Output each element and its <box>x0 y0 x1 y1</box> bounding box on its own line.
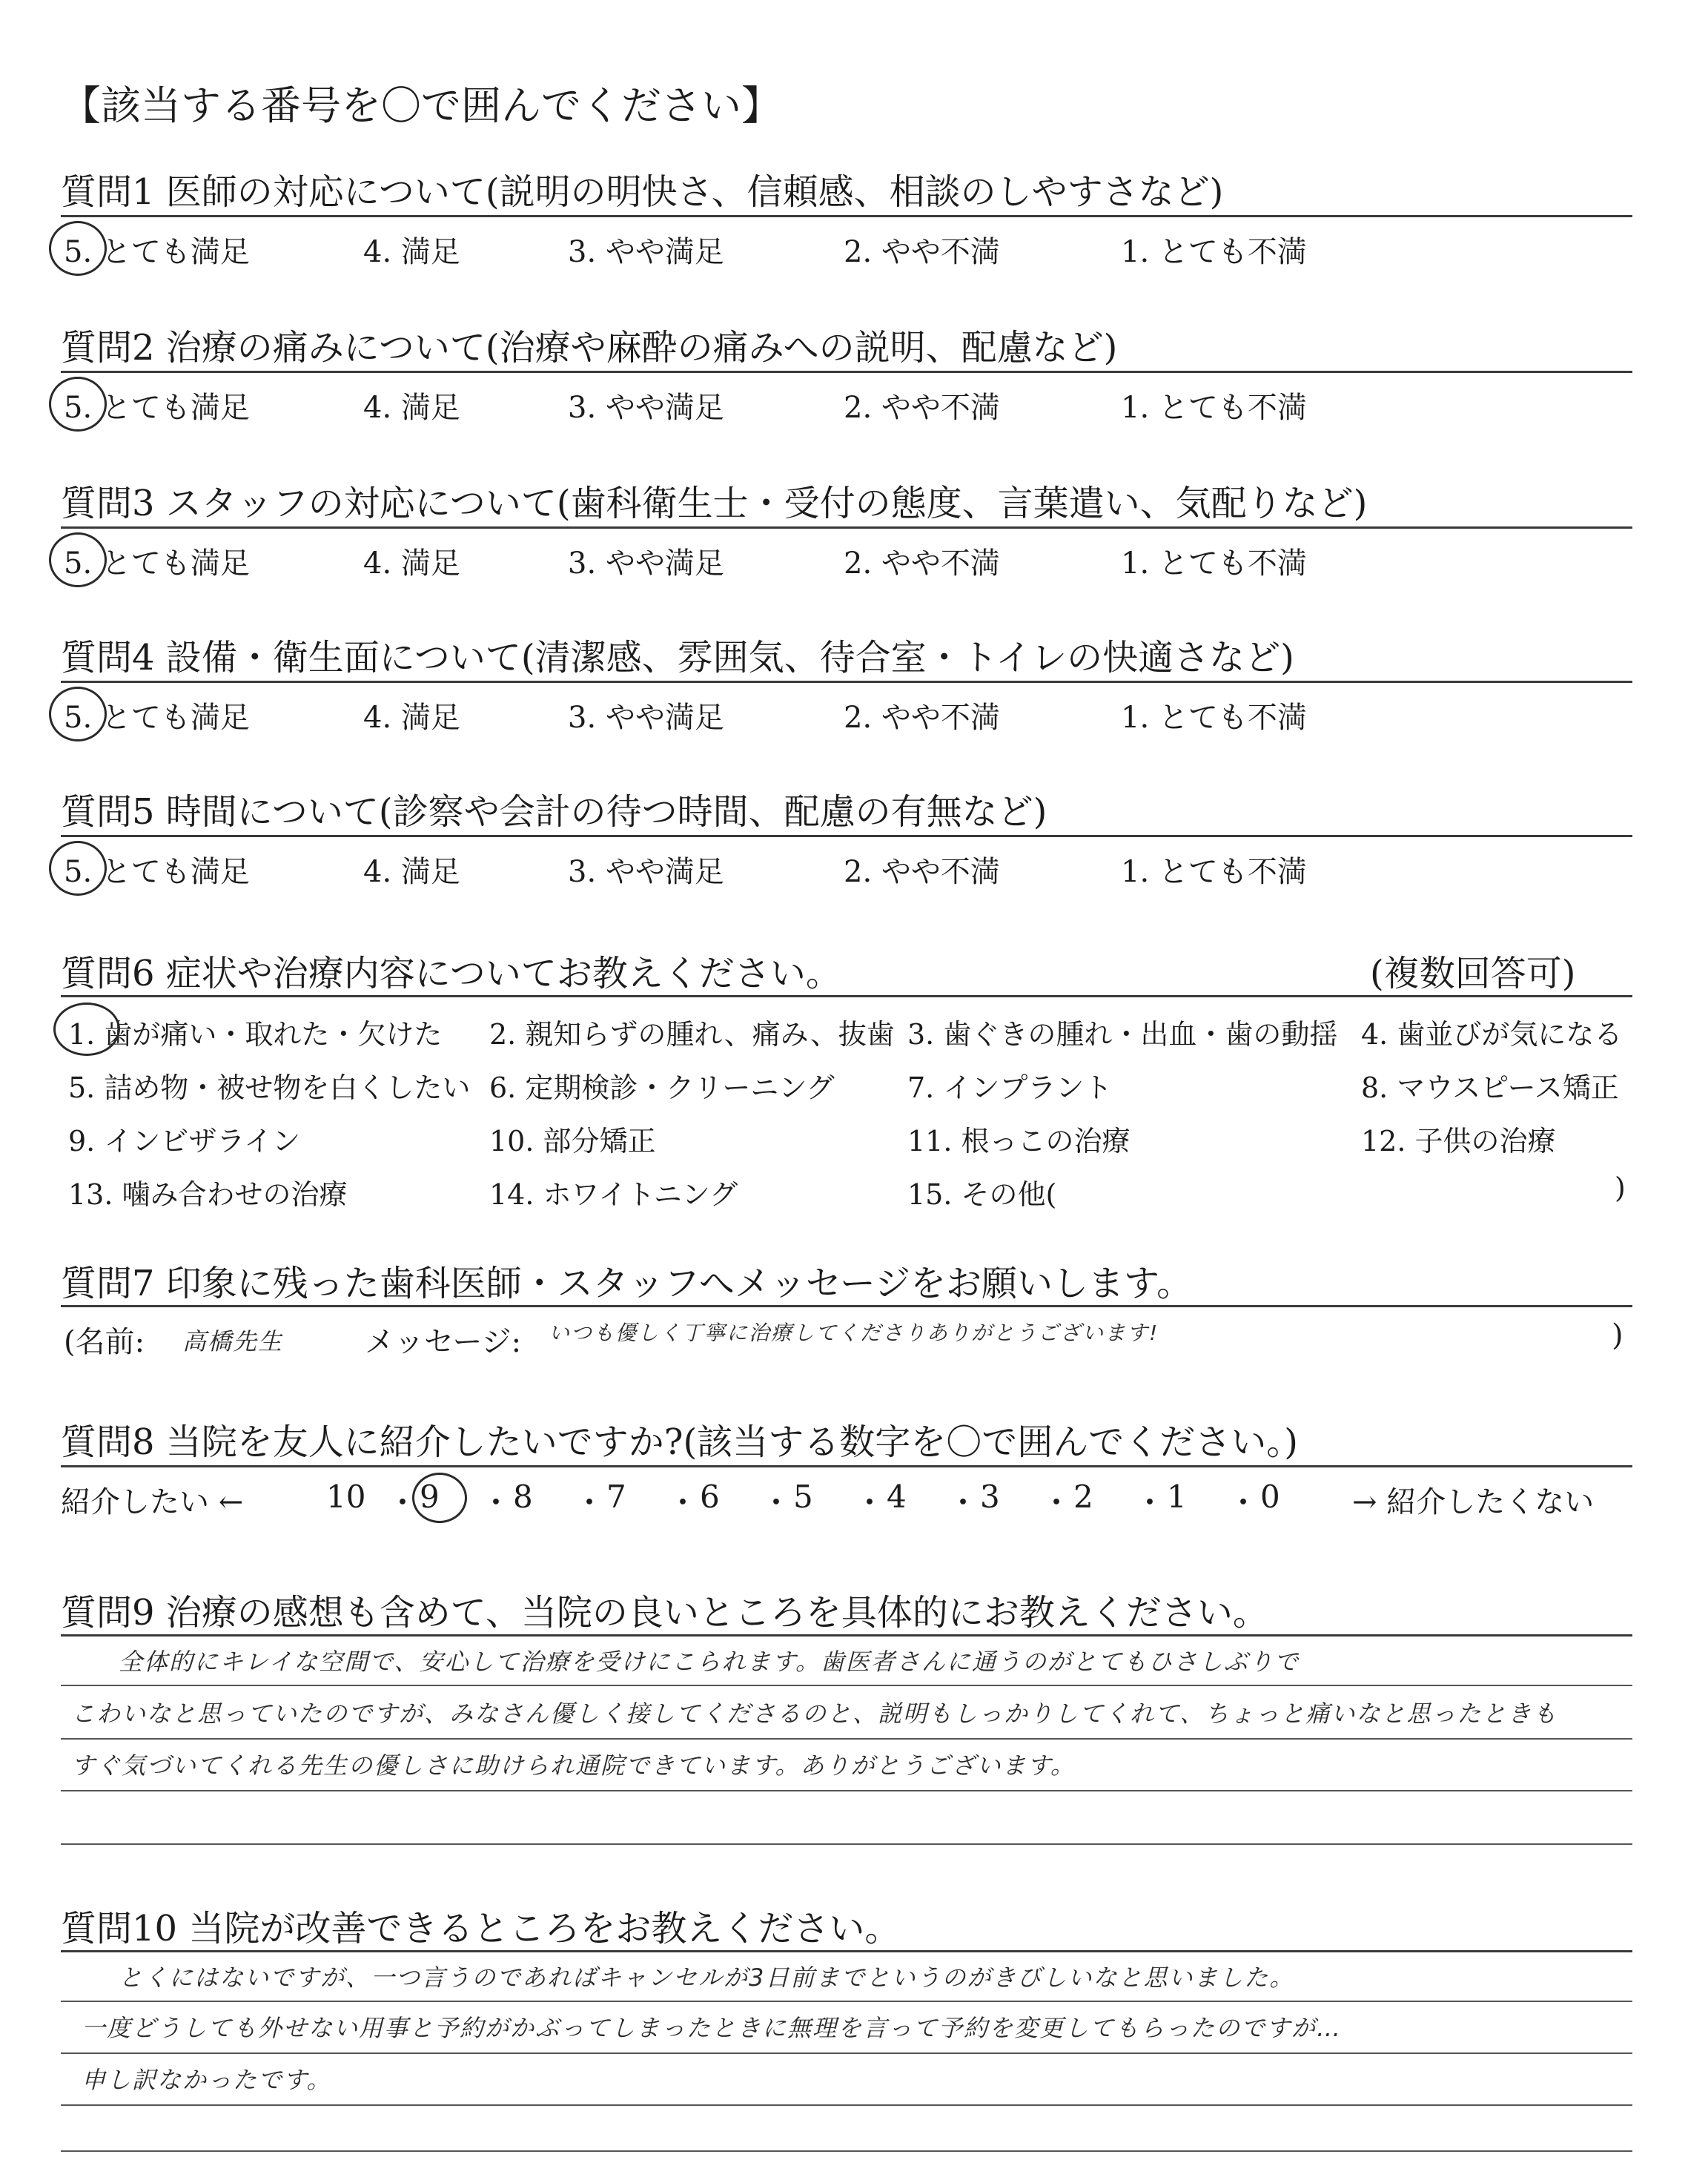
q8-scale-6[interactable]: 6 <box>700 1479 720 1515</box>
q2-option-4[interactable]: 4. 満足 <box>363 391 460 425</box>
q3-option-1[interactable]: 1. とても不満 <box>1121 546 1307 581</box>
q6-option-10[interactable]: 10. 部分矯正 <box>489 1125 656 1157</box>
q10-writing-line <box>61 2001 1632 2002</box>
q9-line-1[interactable]: 全体的にキレイな空間で、安心して治療を受けにこられます。歯医者さんに通うのがとてもひさしぶりで <box>119 1648 1300 1676</box>
q2-option-2[interactable]: 2. やや不満 <box>844 391 1000 425</box>
q1-rule <box>61 215 1632 217</box>
q2-title: 質問2 治療の痛みについて(治療や麻酔の痛みへの説明、配慮など) <box>61 327 1118 369</box>
q10-writing-line <box>61 2104 1632 2106</box>
q10-line-1[interactable]: とくにはないですが、一つ言うのであればキャンセルが3日前までというのがきびしいなと思いました。 <box>119 1964 1295 1992</box>
q6-selection-circle <box>53 1003 120 1056</box>
q7-message-label: メッセージ: <box>365 1325 522 1359</box>
q8-scale-2[interactable]: 2 <box>1073 1479 1093 1515</box>
q8-scale-4[interactable]: 4 <box>887 1479 907 1515</box>
q8-scale-dot: ・ <box>387 1484 419 1521</box>
q8-scale-dot: ・ <box>480 1484 512 1521</box>
q1-selection-circle <box>49 221 107 276</box>
q1-option-1[interactable]: 1. とても不満 <box>1121 235 1307 269</box>
q8-rule <box>61 1465 1632 1467</box>
q6-option-3[interactable]: 3. 歯ぐきの腫れ・出血・歯の動揺 <box>907 1018 1338 1051</box>
q7-close-paren: ) <box>1612 1318 1623 1353</box>
q1-title: 質問1 医師の対応について(説明の明快さ、信頼感、相談のしやすさなど) <box>61 171 1224 213</box>
q8-scale-dot: ・ <box>1228 1484 1260 1521</box>
q4-rule <box>61 681 1632 683</box>
q5-rule <box>61 835 1632 837</box>
q9-writing-line <box>61 1685 1632 1686</box>
q8-scale-dot: ・ <box>947 1484 979 1521</box>
q8-scale-5[interactable]: 5 <box>793 1479 813 1515</box>
q10-line-2[interactable]: 一度どうしても外せない用事と予約がかぶってしまったときに無理を言って予約を変更してもらったのですが… <box>82 2014 1343 2042</box>
q9-line-2[interactable]: こわいなと思っていたのですが、みなさん優しく接してくださるのと、説明もしっかりしてくれて、ちょっと痛いなと思ったときも <box>71 1700 1558 1728</box>
q8-scale-dot: ・ <box>667 1484 699 1521</box>
q10-rule <box>61 1950 1632 1952</box>
q6-option-9[interactable]: 9. インビザライン <box>68 1125 301 1157</box>
q5-selection-circle <box>49 841 107 896</box>
q3-option-5[interactable]: 5. とても満足 <box>64 546 250 581</box>
q6-title: 質問6 症状や治療内容についてお教えください。 <box>61 953 841 994</box>
q8-scale-9[interactable]: 9 <box>420 1479 440 1515</box>
q5-option-1[interactable]: 1. とても不満 <box>1121 855 1307 889</box>
q8-scale-1[interactable]: 1 <box>1167 1479 1187 1515</box>
q6-option-2[interactable]: 2. 親知らずの腫れ、痛み、抜歯 <box>489 1018 895 1051</box>
q6-option-15[interactable]: 15. その他( <box>907 1178 1057 1211</box>
q10-line-3[interactable]: 申し訳なかったです。 <box>82 2066 332 2094</box>
q8-selection-circle <box>412 1473 467 1523</box>
q1-option-3[interactable]: 3. やや満足 <box>568 235 724 269</box>
q8-scale-dot: ・ <box>574 1484 606 1521</box>
q6-option-11[interactable]: 11. 根っこの治療 <box>907 1125 1131 1157</box>
q6-option-6[interactable]: 6. 定期検診・クリーニング <box>489 1071 835 1104</box>
q6-option-1[interactable]: 1. 歯が痛い・取れた・欠けた <box>68 1018 443 1051</box>
q3-selection-circle <box>49 532 107 587</box>
q4-option-4[interactable]: 4. 満足 <box>363 701 460 735</box>
q10-title: 質問10 当院が改善できるところをお教えください。 <box>61 1908 901 1949</box>
q4-selection-circle <box>49 687 107 742</box>
q2-selection-circle <box>49 377 107 432</box>
q6-option-14[interactable]: 14. ホワイトニング <box>489 1178 738 1211</box>
page-header: 【該当する番号を〇で囲んでください】 <box>61 82 781 129</box>
q1-option-2[interactable]: 2. やや不満 <box>844 235 1000 269</box>
q9-writing-line <box>61 1843 1632 1845</box>
q8-scale-10[interactable]: 10 <box>326 1479 366 1515</box>
q8-scale-0[interactable]: 0 <box>1260 1479 1280 1515</box>
q5-option-3[interactable]: 3. やや満足 <box>568 855 724 889</box>
q8-scale-dot: ・ <box>854 1484 886 1521</box>
q3-rule <box>61 526 1632 529</box>
q6-option-12[interactable]: 12. 子供の治療 <box>1361 1125 1556 1157</box>
q8-right-label: → 紹介したくない <box>1352 1485 1595 1519</box>
q6-multi-note: (複数回答可) <box>1370 953 1576 994</box>
q9-rule <box>61 1634 1632 1636</box>
q2-rule <box>61 371 1632 373</box>
q5-option-2[interactable]: 2. やや不満 <box>844 855 1000 889</box>
q4-option-1[interactable]: 1. とても不満 <box>1121 701 1307 735</box>
q6-option-5[interactable]: 5. 詰め物・被せ物を白くしたい <box>68 1071 471 1104</box>
q5-option-4[interactable]: 4. 満足 <box>363 855 460 889</box>
q6-rule <box>61 995 1632 997</box>
q1-option-5[interactable]: 5. とても満足 <box>64 235 250 269</box>
q7-name-value[interactable]: 高橋先生 <box>182 1327 284 1355</box>
q5-title: 質問5 時間について(診察や会計の待つ時間、配慮の有無など) <box>61 791 1047 833</box>
q7-rule <box>61 1305 1632 1307</box>
q8-scale-3[interactable]: 3 <box>980 1479 1000 1515</box>
q6-option-8[interactable]: 8. マウスピース矯正 <box>1361 1071 1619 1104</box>
q8-scale-dot: ・ <box>1134 1484 1166 1521</box>
q10-writing-line <box>61 2052 1632 2054</box>
q8-scale-8[interactable]: 8 <box>513 1479 533 1515</box>
q7-message-value[interactable]: いつも優しく丁寧に治療してくださりありがとうございます! <box>549 1321 1159 1345</box>
q8-title: 質問8 当院を友人に紹介したいですか?(該当する数字を〇で囲んでください。) <box>61 1421 1298 1463</box>
q3-option-3[interactable]: 3. やや満足 <box>568 546 724 581</box>
q6-option-7[interactable]: 7. インプラント <box>907 1071 1113 1104</box>
q6-option-16[interactable]: ) <box>1615 1172 1626 1204</box>
q4-option-3[interactable]: 3. やや満足 <box>568 701 724 735</box>
q7-name-label: (名前: <box>64 1325 145 1359</box>
q8-left-label: 紹介したい ← <box>61 1485 244 1519</box>
q8-scale-dot: ・ <box>1041 1484 1073 1521</box>
q4-option-2[interactable]: 2. やや不満 <box>844 701 1000 735</box>
q8-scale-dot: ・ <box>761 1484 792 1521</box>
q3-title: 質問3 スタッフの対応について(歯科衛生士・受付の態度、言葉遣い、気配りなど) <box>61 483 1368 524</box>
q9-writing-line <box>61 1738 1632 1740</box>
q5-option-5[interactable]: 5. とても満足 <box>64 855 250 889</box>
q8-scale-7[interactable]: 7 <box>606 1479 626 1515</box>
q4-title: 質問4 設備・衛生面について(清潔感、雰囲気、待合室・トイレの快適さなど) <box>61 637 1294 678</box>
q9-title: 質問9 治療の感想も含めて、当院の良いところを具体的にお教えください。 <box>61 1592 1268 1634</box>
q3-option-4[interactable]: 4. 満足 <box>363 546 460 581</box>
q1-option-4[interactable]: 4. 満足 <box>363 235 460 269</box>
q9-line-3[interactable]: すぐ気づいてくれる先生の優しさに助けられ通院できています。ありがとうございます。 <box>71 1751 1076 1780</box>
q6-option-13[interactable]: 13. 噛み合わせの治療 <box>68 1178 348 1211</box>
q6-option-4[interactable]: 4. 歯並びが気になる <box>1361 1018 1623 1051</box>
q3-option-2[interactable]: 2. やや不満 <box>844 546 1000 581</box>
q2-option-5[interactable]: 5. とても満足 <box>64 391 250 425</box>
q9-writing-line <box>61 1790 1632 1791</box>
q2-option-1[interactable]: 1. とても不満 <box>1121 391 1307 425</box>
q10-writing-line <box>61 2150 1632 2152</box>
q7-title: 質問7 印象に残った歯科医師・スタッフへメッセージをお願いします。 <box>61 1263 1193 1304</box>
q4-option-5[interactable]: 5. とても満足 <box>64 701 250 735</box>
q2-option-3[interactable]: 3. やや満足 <box>568 391 724 425</box>
